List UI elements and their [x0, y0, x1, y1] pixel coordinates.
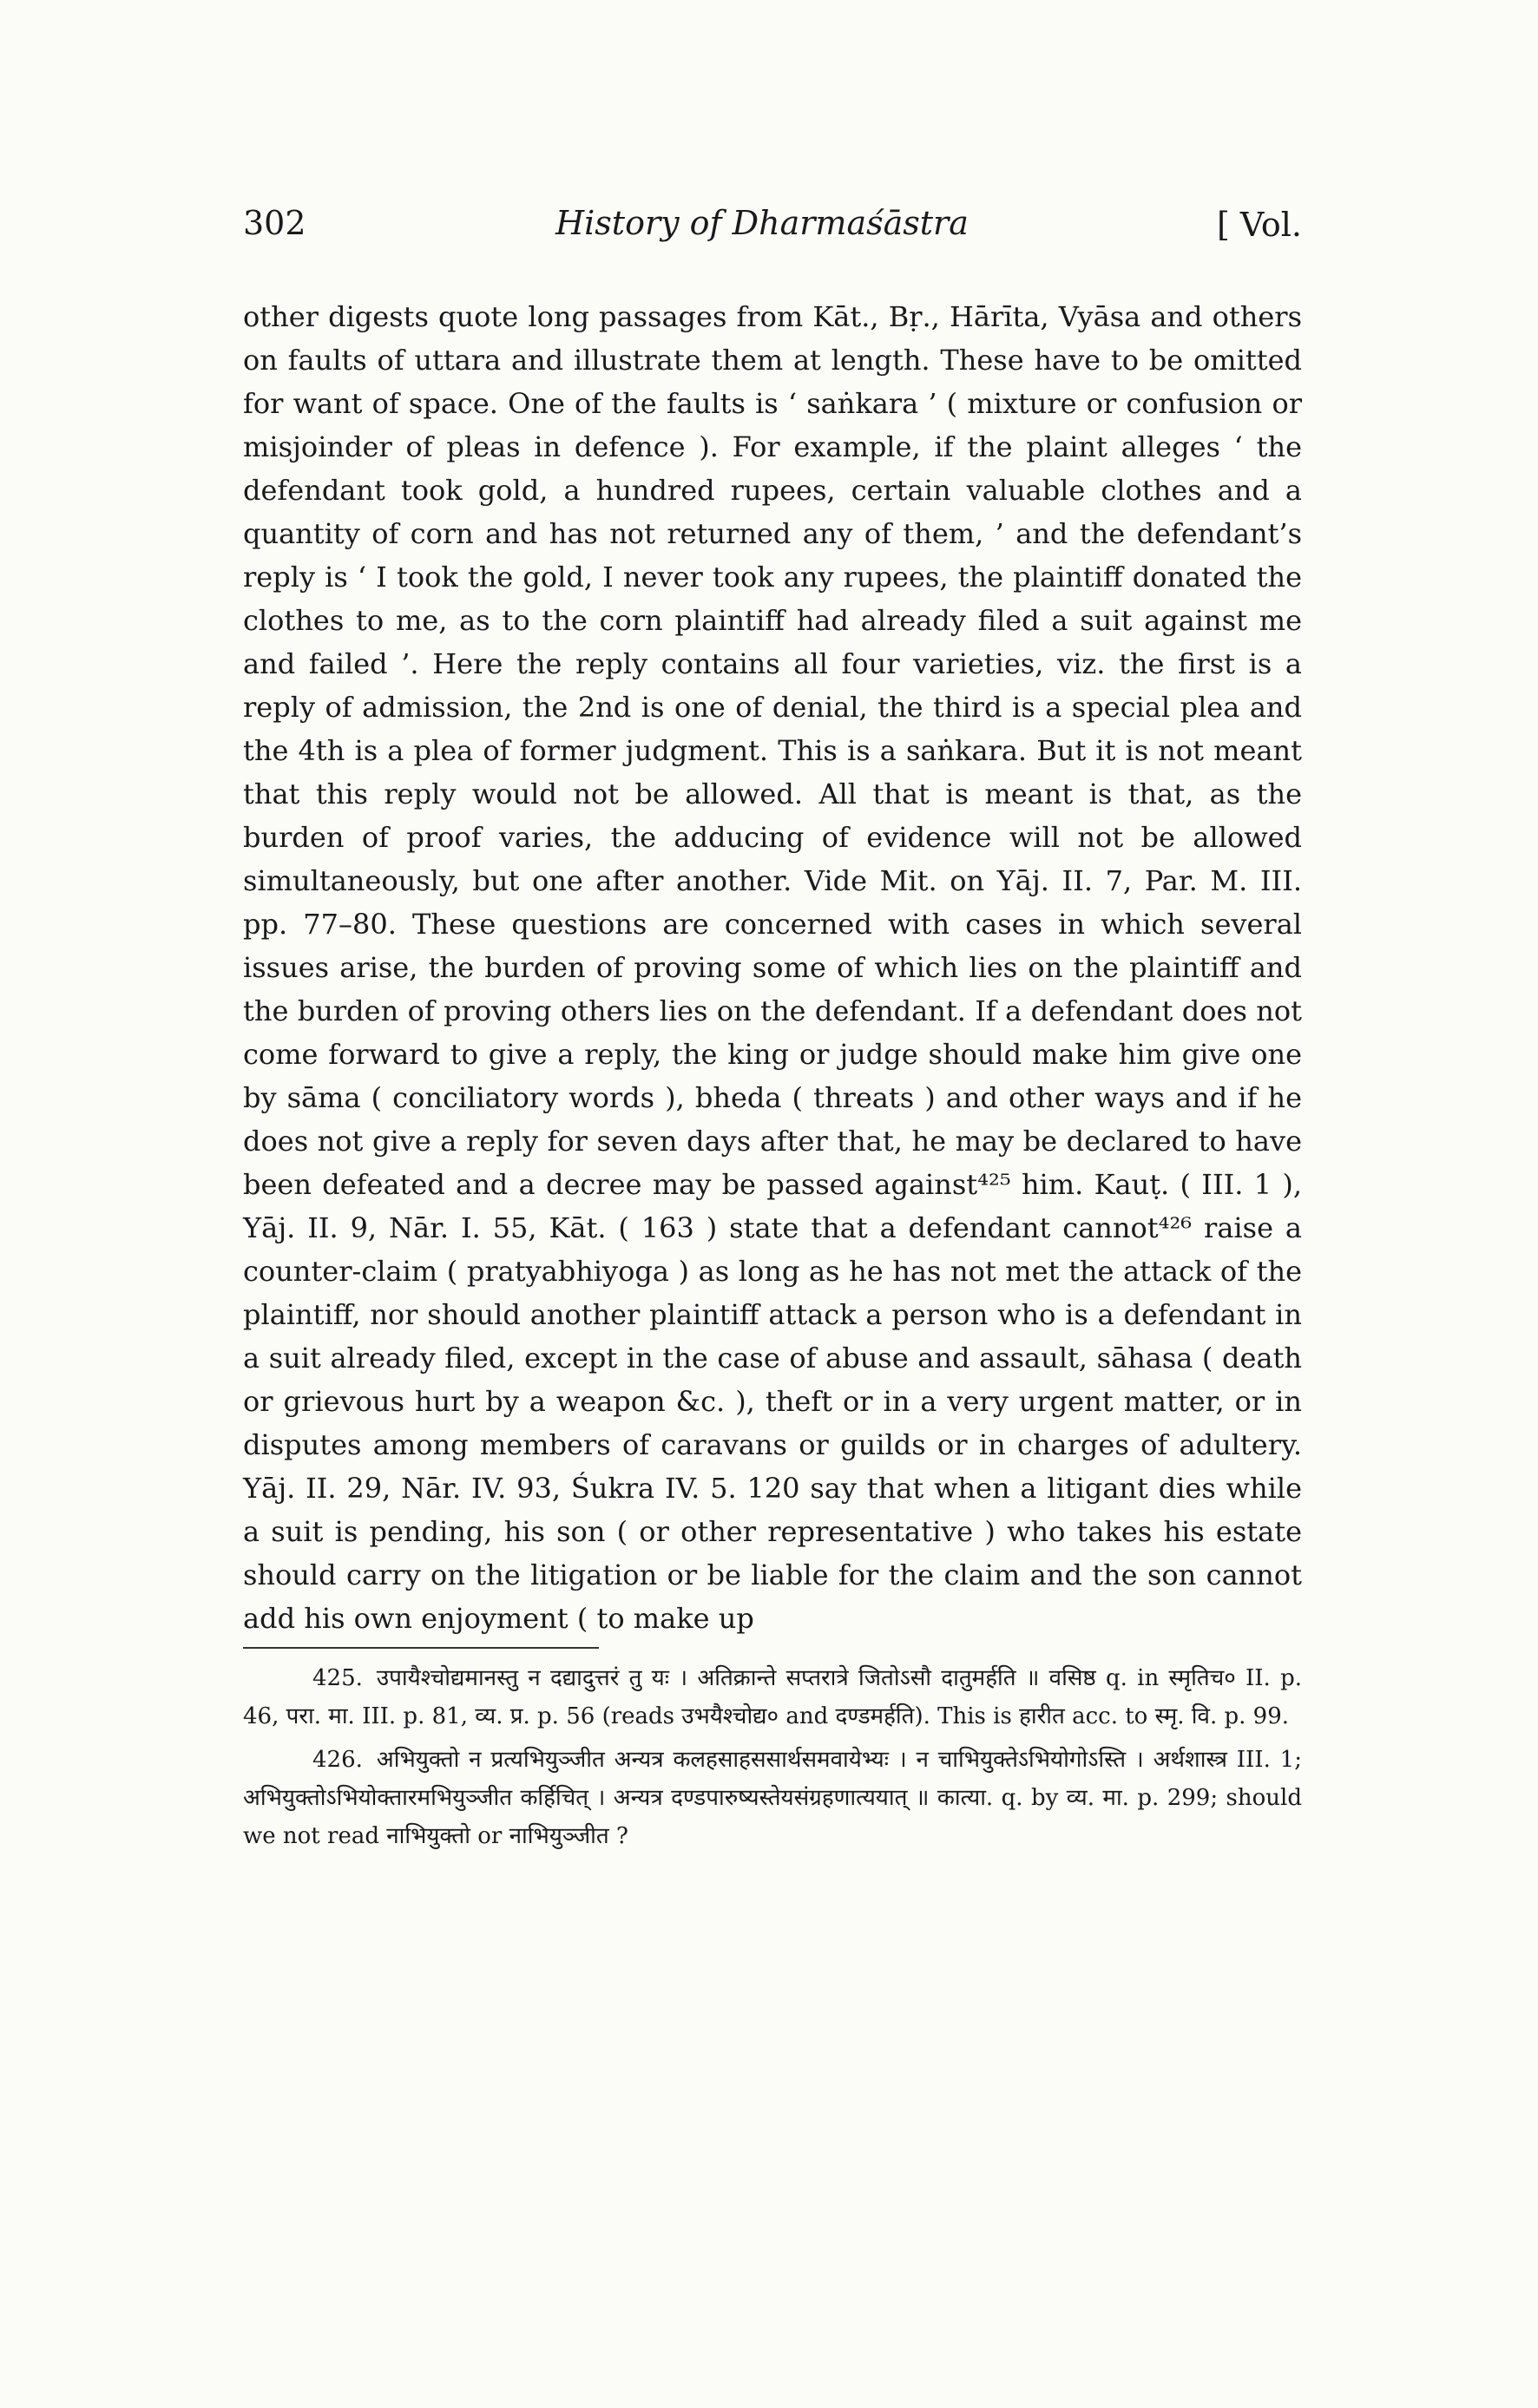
- footnote-number: 426.: [312, 1747, 363, 1773]
- running-header: [243, 187, 1302, 247]
- volume-marker: [ Vol.: [1217, 206, 1302, 244]
- footnote-426: [243, 1741, 1302, 1855]
- footnote-separator: [243, 1647, 599, 1649]
- running-title: History of Dharmaśāstra: [555, 204, 969, 242]
- body-text: [243, 295, 1302, 1640]
- body-paragraph: other digests quote long passages from Kāt., Bṛ., Hārīta, Vyāsa and others on faults of uttara and illustrate them at length. These have to be omitted for want of space. One of the faults is ‘ saṅkara ’ ( mixture or confusion or misjoinder of pleas in defence ). For example, if the plaint alleges ‘ the defendant took gold, a hundred rupees, certain valuable clothes and a quantity of corn and has not returned any of them, ’ and the defendant’s reply is ‘ I took the gold, I never took any rupees, the plaintiff donated the clothes to me, as to the corn plaintiff had already filed a suit against me and failed ’. Here the reply contains all four varieties, viz. the first is a reply of admission, the 2nd is one of denial, the third is a special plea and the 4th is a plea of former judgment. This is a saṅkara. But it is not meant that this reply would not be allowed. All that is meant is that, as the burden of proof varies, the adducing of evidence will not be allowed simultaneously, but one after another. Vide Mit. on Yāj. II. 7, Par. M. III. pp. 77–80. These questions are concerned with cases in which several issues arise, the burden of proving some of which lies on the plaintiff and the burden of proving others lies on the defendant. If a defendant does not come forward to give a reply, the king or judge should make him give one by sāma ( conciliatory words ), bheda ( threats ) and other ways and if he does not give a reply for seven days after that, he may be declared to have been defeated and a decree may be passed against⁴²⁵ him. Kauṭ. ( III. 1 ), Yāj. II. 9, Nār. I. 55, Kāt. ( 163 ) state that a defendant cannot⁴²⁶ raise a counter-claim ( pratyabhiyoga ) as long as he has not met the attack of the plaintiff, nor should another plaintiff attack a person who is a defendant in a suit already filed, except in the case of abuse and assault, sāhasa ( death or grievous hurt by a weapon &c. ), theft or in a very urgent matter, or in disputes among members of caravans or guilds or in charges of adultery. Yāj. II. 29, Nār. IV. 93, Śukra IV. 5. 120 say that when a litigant dies while a suit is pending, his son ( or other representative ) who takes his estate should carry on the litigation or be liable for the claim and the son cannot add his own enjoyment ( to make up: [243, 300, 1302, 1635]
- footnote-number: 425.: [312, 1665, 363, 1691]
- footnote-text: अभियुक्तो न प्रत्यभियुञ्जीत अन्यत्र कलहसाहससार्थसमवायेभ्यः । न चाभियुक्तेऽभियोगोऽस्ति । अर्थशास्त्र III. 1; अभियुक्तोऽभियोक्तारमभियुञ्जीत कर्हिचित् । अन्यत्र दण्डपारुष्यस्तेयसंग्रहणात्ययात् ॥ कात्या. q. by व्य. मा. p. 299; should we not read नाभियुक्तो or नाभियुञ्जीत ?: [243, 1747, 1302, 1849]
- document-page: [243, 187, 1302, 1860]
- footnote-425: [243, 1659, 1302, 1735]
- page-number: 302: [243, 204, 306, 242]
- footnotes: [243, 1659, 1302, 1855]
- footnote-text: उपायैश्चोद्यमानस्तु न दद्यादुत्तरं तु यः । अतिक्रान्ते सप्तरात्रे जितोऽसौ दातुमर्हति ॥ वसिष्ठ q. in स्मृतिच० II. p. 46, परा. मा. III. p. 81, व्य. प्र. p. 56 (reads उभयैश्चोद्य० and दण्डमर्हति). This is हारीत acc. to स्मृ. वि. p. 99.: [243, 1665, 1302, 1729]
